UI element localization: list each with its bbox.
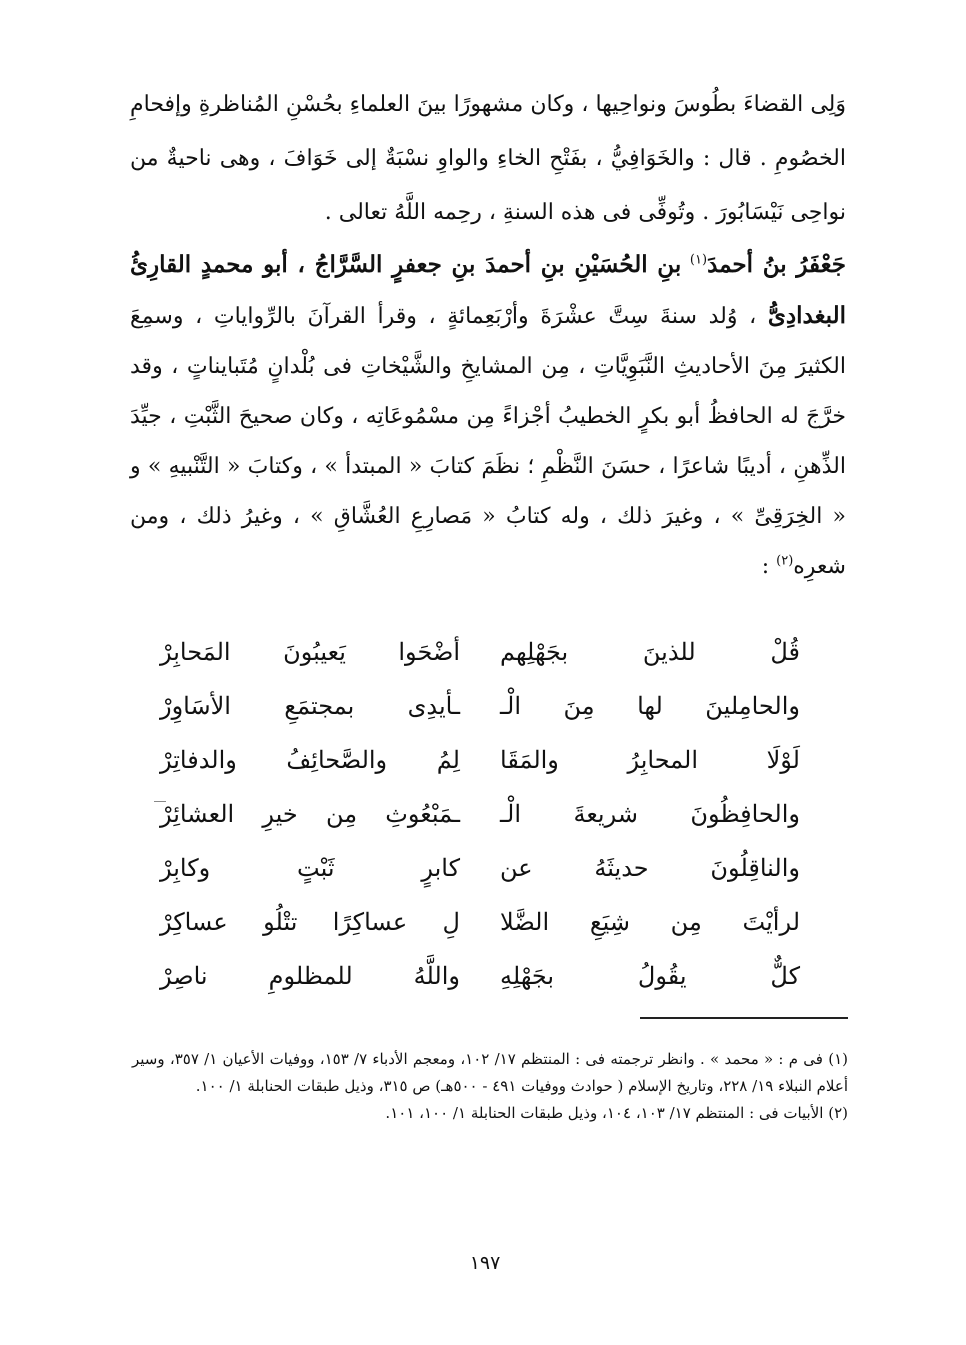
footnote-separator [640, 1017, 848, 1019]
verse-first-hemistich: والحافِظُونَ شريعةَ الْـ [500, 800, 800, 828]
footnote-1: (١) فى م : « محمد » . وانظر ترجمته فى : المنتظم ١٧/ ١٠٢، ومعجم الأدباء ٧/ ١٥٣، ووفيات الأعيان ١/ ٣٥٧، وسير أعلام النبلاء ١٩/ ٢٢٨، وتاريخ الإسلام ( حوادث ووفيات ٤٩١ - ٥٠٠هـ) ص ٣١٥، وذيل طبقات الحنابلة ١/ ١٠٠. [132, 1050, 849, 1095]
page-number: ١٩٧ [469, 1252, 501, 1274]
verse [160, 895, 800, 949]
verse [160, 841, 800, 895]
verse-first-hemistich: والناقِلُونَ حديثَهُ عن [500, 854, 800, 882]
verse [160, 949, 800, 1003]
biography-body: ، وُلد سنةَ سِتَّ عشْرَةَ وأرْبَعِمائةٍ ، وقرأ القرآنَ بالرِّواياتِ ، وسمِعَ الكثيرَ مِنَ الأحاديثِ النَّبَوِيَّاتِ ، مِن المشايخِ والشَّيْخاتِ فى بُلْدانٍ مُتَبايناتٍ ، وقد خرَّجَ له الحافظُ أبو بكرٍ الخطيبُ أجْزاءً مِن مسْمُوعَاتِه ، وكان صحيحَ الثَّبْتِ ، جيِّدَ الذِّهنِ ، أديبًا شاعرًا ، حسَنَ النَّظْمِ ؛ نظَمَ كتابَ « المبتدأ » ، وكتابَ « التَّنْبيهِ » و « الخِرَقِىِّ » ، وغيرَ ذلك ، وله كتابُ « مَصارِعِ العُشَّاقِ » ، وغيرُ ذلك ، ومن شعرِه [130, 304, 846, 579]
verse-second-hemistich: أضْحَوا يَعيبُونَ المَحابِرْ [160, 638, 460, 666]
biography-colon: : [761, 554, 777, 579]
biography-name-part1: جَعْفَرُ بنُ أحمدَ [707, 251, 846, 278]
footnote-2: (٢) الأبيات فى : المنتظم ١٧/ ١٠٣، ١٠٤، وذيل طبقات الحنابلة ١/ ١٠٠، ١٠١. [385, 1104, 848, 1122]
verse [160, 679, 800, 733]
verse [160, 787, 800, 841]
verse-second-hemistich: كابرٍ ثَبْتٍ وكابِرْ [160, 854, 460, 882]
verse-first-hemistich: لرأيْتَ مِن شِيَعِ الضَّلا [500, 908, 800, 936]
verse [160, 625, 800, 679]
biography-name-part2: بنِ الحُسَيْنِ بنِ أحمدَ بنِ جعفرٍ السَّرَّاجُ ، أبو محمدٍ القارِئُ البغدادِىُّ [130, 251, 847, 329]
poem [160, 625, 800, 1003]
verse-first-hemistich: كلٌّ يقُولُ بجَهْلِهِ [500, 962, 800, 990]
verse-first-hemistich: لَوْلَا المحابِرُ والمَقَا [500, 746, 800, 774]
verse-second-hemistich: لِ عساكِرًا تتْلُو عساكِرْ [160, 908, 460, 936]
verse-first-hemistich: والحامِلينَ لها مِنَ الْـ [500, 692, 800, 720]
footnotes [132, 1046, 848, 1127]
paragraph-2 [130, 240, 846, 592]
verse-second-hemistich: لِمُ والصَّحائِفُ والدفاتِرْ [160, 746, 460, 774]
paragraph-1: وَلِى القضاءَ بطُوسَ ونواحِيها ، وكان مشهورًا بينَ العلماءِ بحُسْنِ المُناظرةِ وإفحامِ الخصُومِ . قال : والخَوَافِيُّ ، بفَتْحِ الخاءِ والواوِ نسْبَةٌ إلى خَوَافَ ، وهى ناحيةٌ من نواحِى نَيْسَابُورَ . وتُوفِّى فى هذه السنةِ ، رحِمه اللَّهُ تعالى . [130, 92, 846, 225]
footnote-ref-1: (١) [689, 252, 708, 268]
margin-mark [154, 801, 166, 802]
verse-second-hemistich: ـأيدِى بمجتمَعِ الأسَاوِرْ [160, 692, 460, 720]
verse [160, 733, 800, 787]
verse-second-hemistich: واللَّهُ للمظلومِ ناصِرْ [160, 962, 460, 990]
footnote-ref-2: (٢) [776, 553, 794, 569]
verse-second-hemistich: ـمَبْعُوثِ مِن خيرِ العشائِرْ [160, 800, 460, 828]
verse-first-hemistich: قُلْ للذينَ بجَهْلِهم [500, 638, 800, 666]
